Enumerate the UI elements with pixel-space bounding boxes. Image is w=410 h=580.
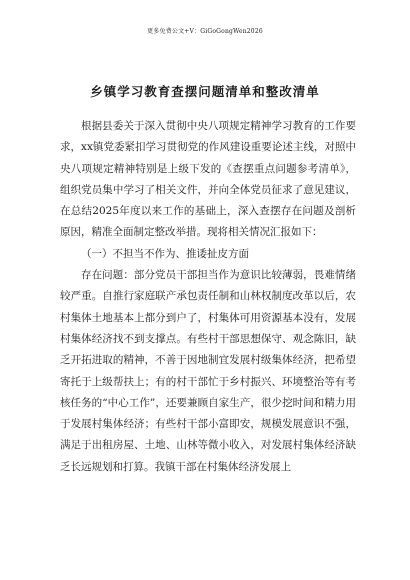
document-body [60,116,356,478]
document-title: 乡镇学习教育查摆问题清单和整改清单 [90,84,320,99]
header-note: 更多免费公文+V：GiGoGongWen2026 [147,28,263,35]
section-paragraph: 存在问题：部分党员干部担当作为意识比较薄弱，畏难情绪较严重。自推行家庭联产承包责任制和山林权制度改革以后，农村集体土地基本上都分到户了，村集体可用资源基本没有，发展村集体经济找不到支撑点。有些村干部思想保守、观念陈旧，缺乏开拓进取的精神，不善于因地制宜发展村级集体经济，把希望寄托于上级帮扶上；有的村干部忙于乡村振兴、环境整治等有考核任务的“中心工作”，还要兼顾自家生产，很少挖时间和精力用于发展村集体经济；有些村干部小富即安，规模发展意识不强，满足于出租房屋、土地、山林等微小收入，对发展村集体经济缺乏长远规划和打算。我镇干部在村集体经济发展上 [60,269,356,473]
section-heading: （一）不担当不作为、推诿扯皮方面 [81,247,249,260]
intro-paragraph: 根据县委关于深入贯彻中央八项规定精神学习教育的工作要求，xx镇党委紧扣学习贯彻党的作风建设重要论述主线，对照中央八项规定精神特别是上级下发的《查摆重点问题参考清单》，组织党员集中学习了相关文件，并向全体党员征求了意见建议，在总结2025年度以来工作的基础上，深入查摆存在问题及剖析原因，精准全面制定整改举措。现将相关情况汇报如下： [60,120,356,239]
